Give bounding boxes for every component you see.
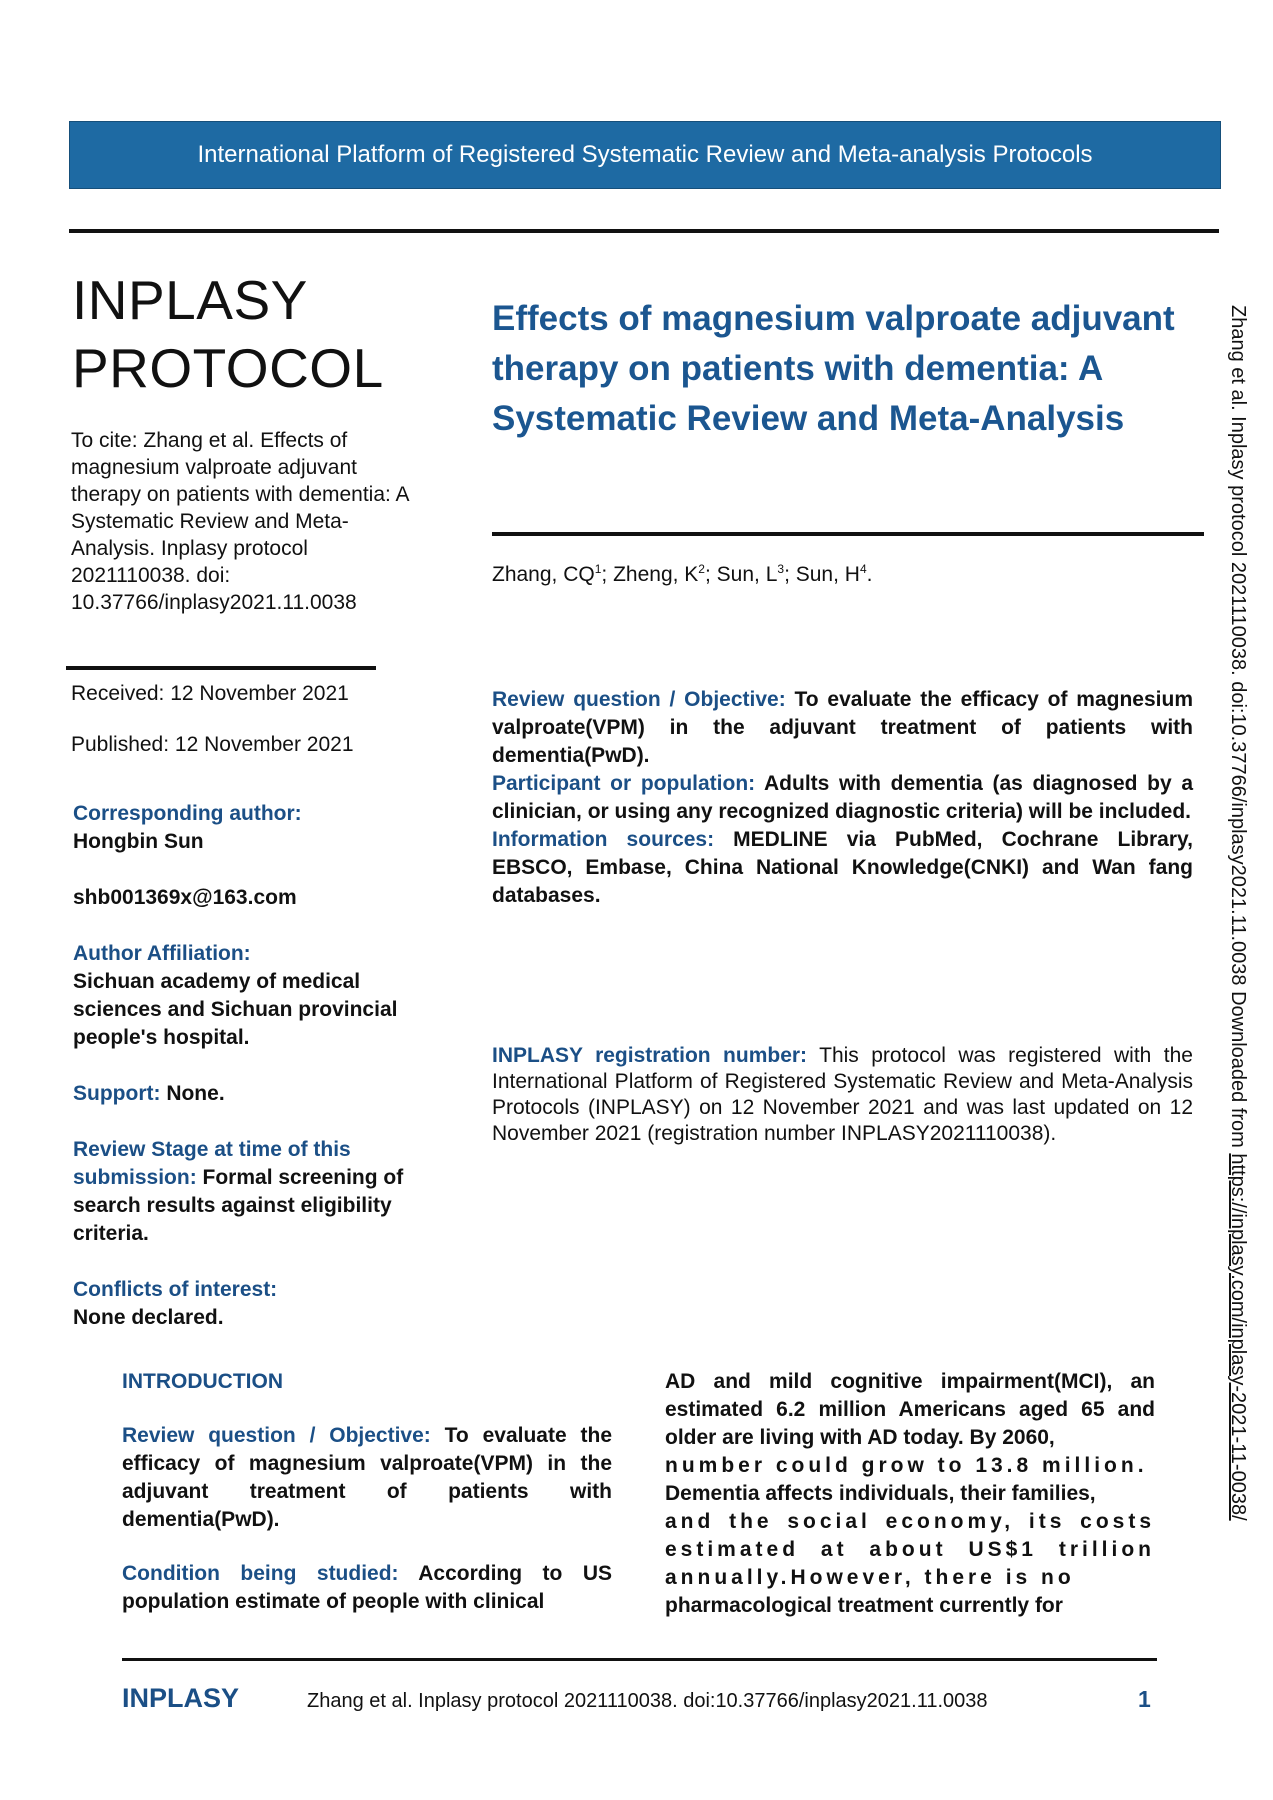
- intro-rq-text: To evaluate the efficacy of magnesium valproate(VPM) in the adjuvant treatment of patients with dementia(PwD).: [122, 1424, 612, 1531]
- author-3-affil: 3: [777, 562, 785, 576]
- abstract-pop-text: Adults with dementia (as diagnosed by a clinician, or using any recognized diagnostic criteria) will be included.: [492, 772, 1193, 823]
- brand-line-2: PROTOCOL: [72, 337, 384, 399]
- header-banner: International Platform of Registered Systematic Review and Meta-analysis Protocols: [69, 121, 1221, 189]
- intro-col2-b: number could grow to 13.8 million.: [665, 1454, 1148, 1477]
- corresponding-name: Hongbin Sun: [73, 830, 204, 853]
- intro-cond-label: Condition being studied:: [122, 1562, 399, 1585]
- author-4-affil: 4: [859, 562, 867, 576]
- top-rule: [69, 229, 1219, 233]
- title-rule: [492, 532, 1204, 536]
- intro-col2-a: AD and mild cognitive impairment(MCI), an estimated 6.2 million Americans aged 65 and older are living with AD today. By 2060,: [665, 1370, 1155, 1449]
- intro-column-2: [665, 1368, 1155, 1620]
- support-label: Support:: [73, 1082, 161, 1105]
- intro-col2-e: pharmacological treatment currently for: [665, 1594, 1063, 1617]
- side-note-text: Zhang et al. Inplasy protocol 2021110038. doi:10.37766/inplasy2021.11.0038 Downloaded from: [1227, 305, 1249, 1154]
- author-2: ; Zheng, K: [601, 563, 699, 586]
- intro-cond-text: According to US population estimate of people with clinical: [122, 1562, 613, 1613]
- registration-block: [492, 1043, 1193, 1147]
- author-1-affil: 1: [594, 562, 602, 576]
- stage-text: Formal screening of search results against eligibility criteria.: [73, 1166, 404, 1245]
- meta-sidebar: [73, 800, 433, 1360]
- intro-col2-d: and the social economy, its costs estimated at about US$1 trillion annually.However, there is no: [665, 1510, 1155, 1589]
- article-title: Effects of magnesium valproate adjuvant therapy on patients with dementia: A Systematic Review and Meta-Analysis: [492, 299, 1175, 438]
- affiliation-label: Author Affiliation:: [73, 942, 251, 965]
- received-date: Received: 12 November 2021: [71, 682, 349, 705]
- abstract-rq-text: To evaluate the efficacy of magnesium valproate(VPM) in the adjuvant treatment of patients with dementia(PwD).: [492, 688, 1193, 767]
- support-text: None.: [160, 1082, 225, 1105]
- footer-citation: Zhang et al. Inplasy protocol 2021110038. doi:10.37766/inplasy2021.11.0038: [307, 1690, 988, 1712]
- author-list: [492, 562, 872, 587]
- cite-rule: [66, 666, 376, 670]
- author-list-end: .: [866, 563, 873, 586]
- download-link[interactable]: https://inplasy.com/inplasy-2021-11-0038/: [1227, 1153, 1249, 1521]
- intro-column-1: [122, 1368, 612, 1642]
- intro-rq-label: Review question / Objective:: [122, 1424, 431, 1447]
- abstract: [492, 686, 1193, 910]
- citation: To cite: Zhang et al. Effects of magnesium valproate adjuvant therapy on patients with dementia: A Systematic Review and Meta-Analysis. Inplasy protocol 2021110038. doi: 10.37766/inplasy2021.11.0038: [71, 429, 409, 614]
- abstract-pop-label: Participant or population:: [492, 772, 756, 795]
- author-email[interactable]: shb001369x@163.com: [73, 886, 297, 909]
- corresponding-label: Corresponding author:: [73, 802, 302, 825]
- author-2-affil: 2: [698, 562, 705, 576]
- footer-rule: [122, 1658, 1157, 1661]
- page-number: 1: [1138, 1686, 1151, 1712]
- abstract-rq-label: Review question / Objective:: [492, 688, 786, 711]
- intro-col2-c: Dementia affects individuals, their families,: [665, 1482, 1096, 1505]
- stage-label: Review Stage at time of this submission:: [73, 1138, 351, 1189]
- author-4: ; Sun, H: [784, 563, 860, 586]
- author-3: ; Sun, L: [704, 563, 778, 586]
- registration-text: This protocol was registered with the International Platform of Registered Systematic Review and Meta-Analysis Protocols (INPLASY) on 12 November 2021 and was last updated on 12 November 2021 (registration number INPLASY2021110038).: [492, 1044, 1193, 1145]
- intro-heading: INTRODUCTION: [122, 1370, 283, 1393]
- abstract-src-text: MEDLINE via PubMed, Cochrane Library, EBSCO, Embase, China National Knowledge(CNKI) and Wan fang databases.: [492, 828, 1193, 907]
- registration-label: INPLASY registration number:: [492, 1044, 808, 1067]
- brand-title: [72, 266, 384, 402]
- brand-line-1: INPLASY: [72, 269, 308, 331]
- published-date: Published: 12 November 2021: [71, 733, 354, 756]
- footer-brand: INPLASY: [122, 1683, 240, 1713]
- abstract-src-label: Information sources:: [492, 828, 715, 851]
- author-1: Zhang, CQ: [492, 563, 595, 586]
- affiliation-text: Sichuan academy of medical sciences and Sichuan provincial people's hospital.: [73, 970, 398, 1049]
- side-download-note: [1226, 305, 1249, 1521]
- conflicts-text: None declared.: [73, 1306, 224, 1329]
- conflicts-label: Conflicts of interest:: [73, 1278, 278, 1301]
